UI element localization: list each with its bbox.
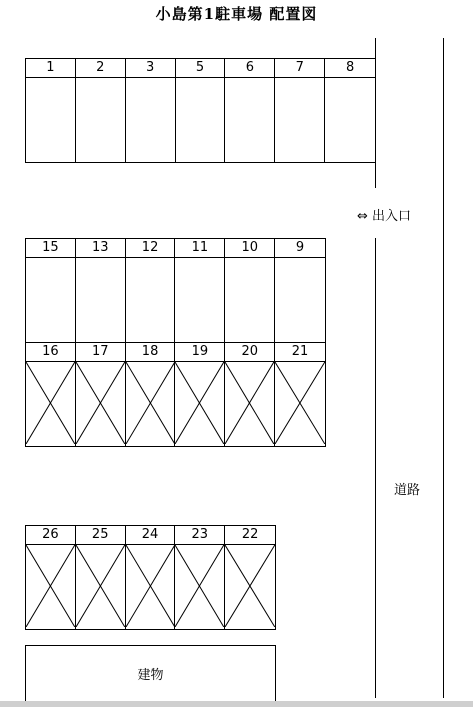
- parking-space: [26, 59, 76, 162]
- parking-space: [225, 59, 275, 162]
- parking-space-number: 5: [176, 59, 225, 78]
- unavailable-cross-mark: [175, 362, 224, 444]
- entrance-label: ⇔ 出入口: [357, 209, 412, 224]
- parking-space: [126, 59, 176, 162]
- parking-space-number: 11: [175, 239, 224, 258]
- parking-space-number: 9: [275, 239, 325, 258]
- parking-space-number: 26: [26, 526, 75, 545]
- parking-space-number: 3: [126, 59, 175, 78]
- parking-space-area: [325, 78, 375, 160]
- parking-space-number: 10: [225, 239, 274, 258]
- parking-space: [76, 526, 126, 629]
- unavailable-cross-mark: [175, 545, 224, 627]
- parking-space-area: [126, 362, 175, 444]
- parking-space-area: [175, 258, 224, 340]
- parking-row-bottom: [25, 525, 276, 630]
- parking-space: [126, 239, 176, 342]
- parking-space-number: 22: [225, 526, 275, 545]
- parking-space-number: 7: [275, 59, 324, 78]
- parking-space-area: [225, 362, 274, 444]
- parking-space-number: 13: [76, 239, 125, 258]
- building-label: 建物: [137, 668, 164, 683]
- parking-space-number: 2: [76, 59, 125, 78]
- parking-space-area: [225, 78, 274, 160]
- parking-space: [126, 526, 176, 629]
- road-inner-edge-lower: [375, 238, 376, 698]
- parking-space: [26, 239, 76, 342]
- parking-space-area: [76, 78, 125, 160]
- parking-space-area: [26, 545, 75, 627]
- parking-space-number: 18: [126, 343, 175, 362]
- road-inner-edge-upper: [375, 38, 376, 188]
- parking-space: [275, 239, 325, 342]
- parking-space-number: 24: [126, 526, 175, 545]
- parking-space-area: [275, 362, 325, 444]
- unavailable-cross-mark: [76, 362, 125, 444]
- parking-space: [26, 343, 76, 446]
- parking-space-area: [275, 258, 325, 340]
- parking-space: [175, 526, 225, 629]
- parking-space-area: [176, 78, 225, 160]
- parking-space-area: [275, 78, 324, 160]
- parking-space-area: [126, 258, 175, 340]
- parking-space-number: 21: [275, 343, 325, 362]
- unavailable-cross-mark: [225, 362, 274, 444]
- unavailable-cross-mark: [275, 362, 325, 444]
- unavailable-cross-mark: [26, 362, 75, 444]
- parking-space: [225, 239, 275, 342]
- unavailable-cross-mark: [225, 545, 275, 627]
- parking-space: [76, 239, 126, 342]
- parking-space-number: 6: [225, 59, 274, 78]
- parking-space: [175, 239, 225, 342]
- building: [25, 645, 276, 701]
- parking-space-area: [76, 362, 125, 444]
- parking-space: [126, 343, 176, 446]
- parking-space-number: 15: [26, 239, 75, 258]
- parking-space: [26, 526, 76, 629]
- parking-space: [76, 59, 126, 162]
- parking-row-middle-upper: [25, 238, 326, 343]
- parking-space-number: 8: [325, 59, 375, 78]
- unavailable-cross-mark: [126, 545, 175, 627]
- parking-row-top: [25, 58, 376, 163]
- parking-space-number: 16: [26, 343, 75, 362]
- parking-space: [76, 343, 126, 446]
- road-outer-edge: [443, 38, 444, 698]
- parking-space-area: [76, 545, 125, 627]
- unavailable-cross-mark: [126, 362, 175, 444]
- parking-space: [275, 59, 325, 162]
- bottom-scroll-area: [0, 701, 473, 707]
- parking-space-area: [26, 258, 75, 340]
- parking-space-number: 12: [126, 239, 175, 258]
- parking-space-area: [76, 258, 125, 340]
- parking-space-number: 20: [225, 343, 274, 362]
- parking-space-area: [175, 545, 224, 627]
- parking-space: [275, 343, 325, 446]
- parking-space-number: 17: [76, 343, 125, 362]
- parking-space: [225, 343, 275, 446]
- parking-space: [175, 343, 225, 446]
- parking-space-area: [126, 78, 175, 160]
- parking-space-area: [126, 545, 175, 627]
- unavailable-cross-mark: [76, 545, 125, 627]
- parking-row-middle-lower: [25, 342, 326, 447]
- parking-space: [225, 526, 275, 629]
- parking-space-area: [225, 258, 274, 340]
- parking-space-area: [26, 78, 75, 160]
- parking-space-area: [175, 362, 224, 444]
- parking-space-number: 1: [26, 59, 75, 78]
- parking-space: [325, 59, 375, 162]
- parking-space-number: 25: [76, 526, 125, 545]
- parking-space-area: [225, 545, 275, 627]
- parking-space-number: 19: [175, 343, 224, 362]
- page-title: 小島第1駐車場 配置図: [155, 5, 318, 23]
- unavailable-cross-mark: [26, 545, 75, 627]
- parking-space-number: 23: [175, 526, 224, 545]
- road-label: 道路: [394, 483, 421, 498]
- parking-space-area: [26, 362, 75, 444]
- parking-space: [176, 59, 226, 162]
